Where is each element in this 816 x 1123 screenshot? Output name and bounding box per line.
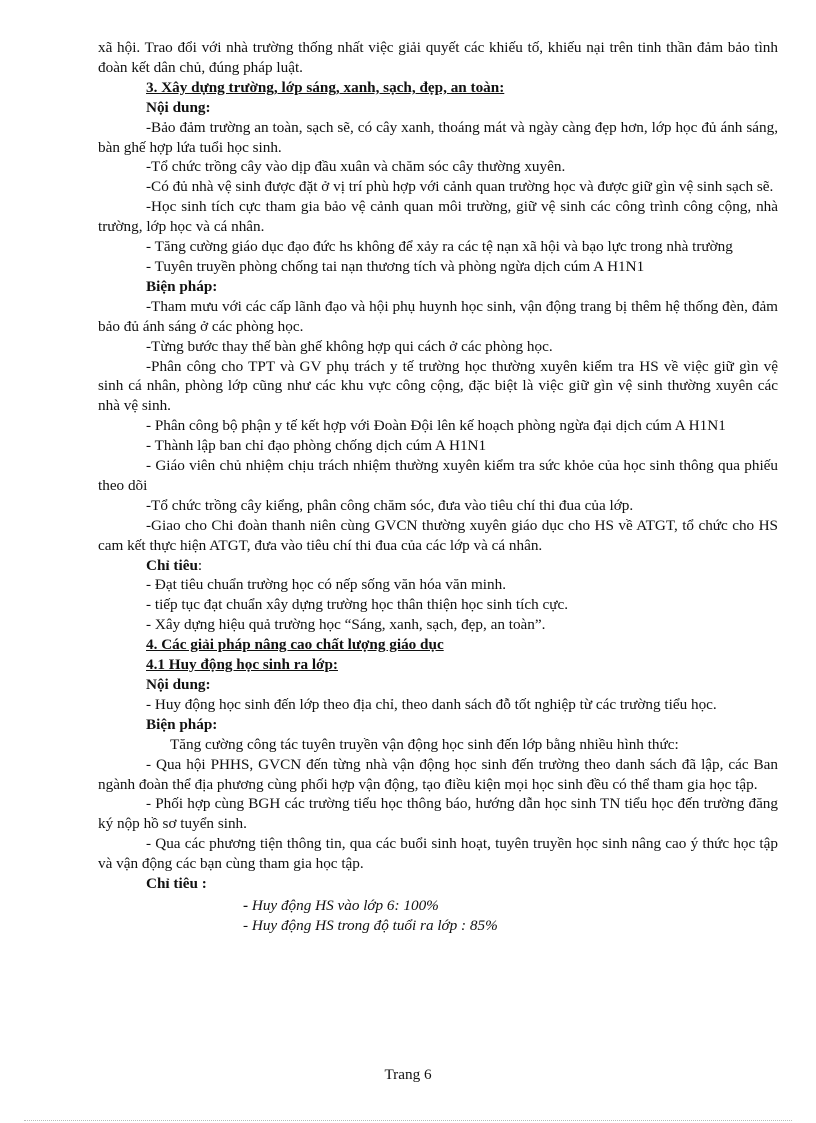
s4-measure-item: - Phối hợp cùng BGH các trường tiểu học thông báo, hướng dẫn học sinh TN tiểu học đến trường đăng ký nộp hồ sơ tuyển sinh. (98, 795, 778, 833)
s4-measures-intro: Tăng cường công tác tuyên truyền vận động học sinh đến lớp bằng nhiều hình thức: (170, 735, 679, 753)
s4-target-text: Huy động HS trong độ tuổi ra lớp : 85% (251, 916, 498, 934)
section-3-heading (98, 78, 778, 98)
page-number: Trang 6 (384, 1066, 432, 1083)
s4-content-label: Nội dung: (146, 676, 211, 693)
s3-content-label: Nội dung: (146, 98, 211, 116)
s3-targets-list (98, 575, 778, 635)
s3-content-item: - Tuyên truyền phòng chống tai nạn thương tích và phòng ngừa dịch cúm A H1N1 (146, 257, 645, 275)
s3-measures-list (98, 297, 778, 556)
s3-content-list (98, 118, 778, 277)
s4-target-item (98, 896, 778, 916)
s3-content-item: - Tăng cường giáo dục đạo đức hs không để xảy ra các tệ nạn xã hội và bạo lực trong nhà trường (146, 238, 733, 256)
s4-measures-label: Biện pháp: (146, 715, 218, 733)
s3-target-item: - Xây dựng hiệu quả trường học “Sáng, xanh, sạch, đẹp, an toàn”. (146, 616, 546, 634)
section-3-title: 3. Xây dựng trường, lớp sáng, xanh, sạch, đẹp, an toàn: (146, 78, 505, 96)
s3-targets-label-line (98, 556, 778, 576)
page-bottom-divider (24, 1120, 792, 1121)
s3-content-item: -Có đủ nhà vệ sinh được đặt ở vị trí phù hợp với cảnh quan trường học và được giữ gìn vệ sinh sạch sẽ. (146, 178, 774, 196)
s3-content-item: -Tổ chức trồng cây vào dịp đầu xuân và chăm sóc cây thường xuyên. (146, 158, 566, 176)
s4-targets-list (98, 896, 778, 936)
s3-measure-item: -Tham mưu với các cấp lãnh đạo và hội phụ huynh học sinh, vận động trang bị thêm hệ thống đèn, đảm bảo đủ ánh sáng ở các phòng học. (98, 297, 778, 335)
s3-measure-item: -Tổ chức trồng cây kiểng, phân công chăm sóc, đưa vào tiêu chí thi đua của lớp. (146, 496, 634, 514)
s3-measure-item: -Phân công cho TPT và GV phụ trách y tế trường học thường xuyên kiểm tra HS về việc giữ gìn vệ sinh cá nhân, phòng lớp cũng như các khu vực công cộng, đặc biệt là việc giữ gìn vệ sinh thường xuyên các nhà vệ sinh. (98, 357, 778, 415)
s4-measures-list (98, 755, 778, 874)
s3-target-item: - Đạt tiêu chuẩn trường học có nếp sống văn hóa văn minh. (146, 576, 506, 594)
s3-measure-item: - Thành lập ban chỉ đạo phòng chống dịch cúm A H1N1 (146, 437, 487, 455)
s3-measure-item: - Phân công bộ phận y tế kết hợp với Đoàn Đội lên kế hoạch phòng ngừa đại dịch cúm A H1N1 (146, 417, 726, 435)
s4-target-item (98, 916, 778, 936)
s4-content-item: - Huy động học sinh đến lớp theo địa chỉ, theo danh sách đỗ tốt nghiệp từ các trường tiểu học. (146, 695, 717, 713)
s4-targets-label: Chỉ tiêu : (146, 875, 207, 893)
s3-measure-item: - Giáo viên chủ nhiệm chịu trách nhiệm thường xuyên kiểm tra sức khỏe của học sinh thông qua phiếu theo dõi (98, 457, 778, 494)
s3-targets-colon: : (197, 556, 203, 574)
s3-content-item: -Bảo đảm trường an toàn, sạch sẽ, có cây xanh, thoáng mát và ngày càng đẹp hơn, lớp học đủ ánh sáng, bàn ghế hợp lứa tuổi học sinh. (98, 118, 778, 156)
s3-measure-item: -Từng bước thay thế bàn ghế không hợp qui cách ở các phòng học. (146, 337, 553, 355)
section-4-1-title: 4.1 Huy động học sinh ra lớp: (146, 656, 338, 674)
s3-measure-item: -Giao cho Chi đoàn thanh niên cùng GVCN thường xuyên giáo dục cho HS về ATGT, tổ chức cho HS cam kết thực hiện ATGT, đưa vào tiêu chí thi đua của các lớp và cá nhân. (98, 516, 778, 554)
document-page (98, 38, 778, 936)
intro-paragraph: xã hội. Trao đổi với nhà trường thống nhất việc giải quyết các khiếu tố, khiếu nại trên tinh thần đảm bảo tình đoàn kết dân chủ, đúng pháp luật. (98, 39, 778, 76)
s3-targets-label: Chỉ tiêu (146, 556, 198, 574)
s3-content-item: -Học sinh tích cực tham gia bảo vệ cảnh quan môi trường, giữ vệ sinh các công trình công cộng, nhà trường, lớp học và cá nhân. (98, 198, 778, 236)
s3-target-item: - tiếp tục đạt chuẩn xây dựng trường học thân thiện học sinh tích cực. (146, 596, 569, 614)
s3-measures-label: Biện pháp: (146, 277, 218, 295)
s4-measure-item: - Qua hội PHHS, GVCN đến từng nhà vận động học sinh đến trường theo danh sách đã lập, các Ban ngành đoàn thể địa phương cùng phối hợp vận động, tạo điều kiện mọi học sinh đều có thể tham gia học tập. (98, 755, 778, 793)
s4-target-dash: - (243, 916, 252, 934)
section-4-title: 4. Các giải pháp nâng cao chất lượng giáo dục (146, 636, 444, 654)
s4-target-text: Huy động HS vào lớp 6: 100% (251, 896, 439, 914)
s4-target-dash: - (243, 896, 252, 914)
s4-measure-item: - Qua các phương tiện thông tin, qua các buổi sinh hoạt, tuyên truyền học sinh nâng cao ý thức học tập và vận động các bạn cùng tham gia học tập. (98, 835, 778, 873)
section-4-1-heading (98, 655, 778, 675)
section-4-heading (98, 635, 778, 655)
